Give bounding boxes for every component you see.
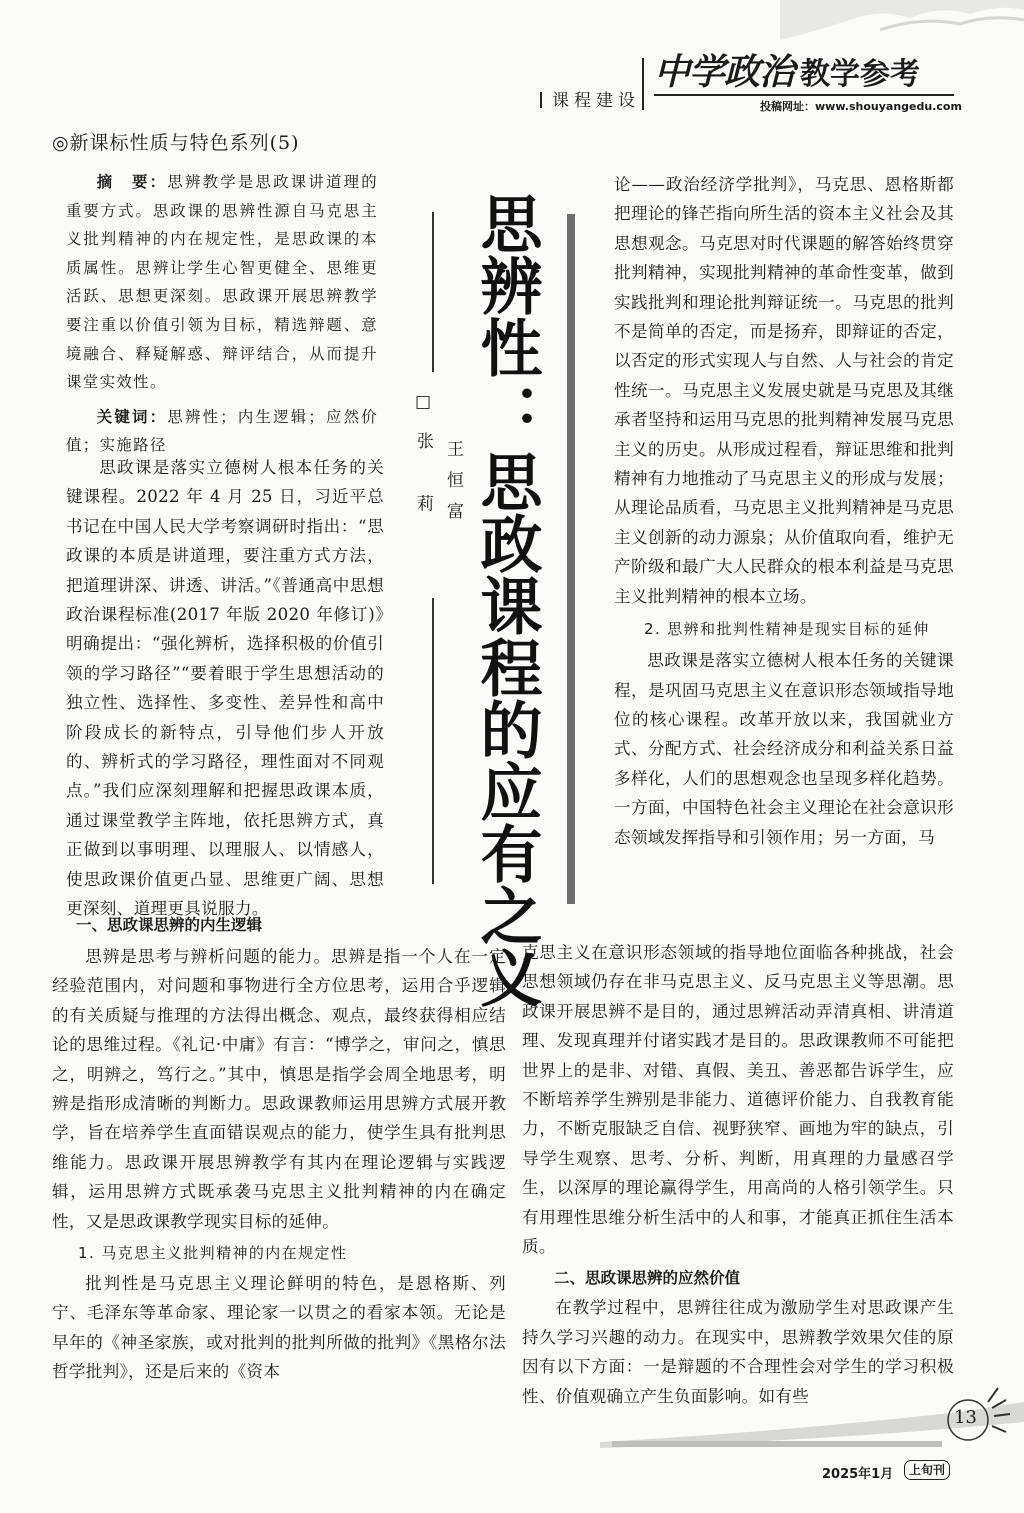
paragraph-2: 批判性是马克思主义理论鲜明的特色，是恩格斯、列宁、毛泽东等革命家、理论家一以贯之的看家本领。无论是早年的《神圣家族，或对批判的批判所做的批判》《黑格尔法哲学批判》，还是后来的《资本	[52, 1274, 506, 1382]
keywords-text: 思辨性；内生逻辑；应然价值；实施路径	[66, 407, 378, 455]
journal-logo	[654, 44, 920, 95]
footer-issue-badge	[904, 1460, 950, 1480]
logo-rest-text: 教学参考	[800, 57, 921, 92]
author-1	[404, 392, 436, 531]
footer-date: 2025年1月	[822, 1467, 894, 1482]
section-name: 课程建设	[552, 91, 640, 111]
intro-column	[66, 453, 384, 924]
heading-2: 二、思政课思辨的应然价值	[554, 1269, 741, 1288]
abstract-label: 摘 要：	[96, 173, 168, 191]
header	[0, 0, 1024, 125]
title-line-top	[432, 212, 434, 372]
footer-issue: 上旬刊	[909, 1463, 946, 1477]
paragraph-3-continued: 克思主义在意识形态领域的指导地位面临各种挑战，社会思想领域仍存在非马克思主义、反马克思主义等思潮。思政课开展思辨不是目的，通过思辨活动弄清真相、讲清道理、发现真理并付诸实践才是目的。思政课教师不可能把世界上的是非、对错、真假、美丑、善恶都告诉学生，应不断培养学生辨别是非能力、道德评价能力、自我教育能力，不断克服缺乏自信、视野狭窄、画地为牢的缺点，引导学生观察、思考、分析、判断，用真理的力量感召学生，以深厚的理论赢得学生，用高尚的人格引领学生。只有用理性思维分析生活中的人和事，才能真正抓住生活本质。	[522, 943, 954, 1257]
header-rule	[654, 94, 954, 96]
abstract-block	[66, 168, 378, 460]
author-block	[404, 382, 468, 592]
keywords	[66, 403, 378, 460]
paragraph-4: 在教学过程中，思辨往往成为激励学生对思政课产生持久学习兴趣的动力。在现实中，思辨教学效果欠佳的原因有以下方面：一是辩题的不合理性会对学生的学习积极性、价值观确立产生负面影响。如有些	[522, 1298, 954, 1406]
heading-1: 一、思政课思辨的内生逻辑	[76, 916, 263, 934]
subheading-1-2: 2. 思辨和批判性精神是现实目标的延伸	[644, 620, 930, 639]
header-vertical-divider	[642, 58, 644, 110]
paragraph-1: 思辨是思考与辨析问题的能力。思辨是指一个人在一定经验范围内，对问题和事物进行全方位思考，运用合乎逻辑的有关质疑与推理的方法得出概念、观点，最终获得相应结论的思维过程。《礼记·中庸》有言：“博学之，审问之，慎思之，明辨之，笃行之。”其中，慎思是指学会周全地思考，明辨是指形成清晰的判断力。思政课教师运用思辨方式展开教学，旨在培养学生直面错误观点的能力，使学生具有批判思维能力。思政课开展思辨教学有其内在理论逻辑与实践逻辑，运用思辨方式既承袭马克思主义批判精神的内在确定性，又是思政课教学现实目标的延伸。	[52, 947, 506, 1231]
abstract-text: 思辨教学是思政课讲道理的重要方式。思政课的思辨性源自马克思主义批判精神的内在规定性，是思政课的本质属性。思辨让学生心智更健全、思维更活跃、思想更深刻。思政课开展思辨教学要注重以价值引领为目标，精选辩题、意境融合、释疑解惑、辩评结合，从而提升课堂实效性。	[66, 173, 378, 392]
intro-paragraph: 思政课是落实立德树人根本任务的关键课程。2022 年 4 月 25 日，习近平总书记在中国人民大学考察调研时指出：“思政课的本质是讲道理，要注重方式方法，把道理讲深、讲透、讲活。”《普通高中思想政治课程标准(2017 年版 2020 年修订)》明确提出：“强化辨析，选择积极的价值引领的学习路径”“要着眼于学生思想活动的独立性、选择性、多变性、差异性和高中阶段成长的新特点，引导他们步人开放的、辨析式的学习路径，理性面对不同观点。”我们应深刻理解和把握思政课本质，通过课堂教学主阵地，依托思辨方式，真正做到以事明理、以理服人、以情感人，使思政课价值更凸显、思维更广阔、思想更深刻、道理更具说服力。	[66, 458, 384, 919]
title-main: 思辨性	[470, 192, 543, 378]
abstract	[66, 168, 378, 397]
author-1-name: 张 莉	[413, 432, 433, 532]
author-2: 王恒富	[443, 440, 463, 533]
submission-url: 投稿网址：www.shouyangedu.com	[760, 100, 962, 113]
right-column-lower	[522, 938, 954, 1411]
subheading-1-1: 1. 马克思主义批判精神的内在规定性	[78, 1244, 348, 1263]
paragraph-2-continued: 论——政治经济学批判》，马克思、恩格斯都把理论的锋芒指向所生活的资本主义社会及其思想观念。马克思对时代课题的解答始终贯穿批判精神，实现批判精神的革命性变革，做到实践批判和理论批判辩证统一。马克思的批判不是简单的否定，而是扬弃，即辩证的否定，以否定的形式实现人与自然、人与社会的肯定性统一。马克思主义发展史就是马克思及其继承者坚持和运用马克思的批判精神发展马克思主义的历史。从形成过程看，辩证思维和批判精神有力地推动了马克思主义的形成与发展；从理论品质看，马克思主义批判精神是马克思主义创新的动力源泉；从价值取向看，维护无产阶级和最广大人民群众的根本利益是马克思主义批判精神的根本立场。	[614, 175, 954, 606]
header-section-label	[540, 86, 640, 111]
title-line-bottom	[432, 598, 434, 884]
title-colon: ：	[470, 383, 543, 445]
left-column-lower	[52, 910, 506, 1387]
title-sub: 思政课程的应有之义	[470, 450, 543, 1008]
footer-bar	[612, 1441, 942, 1447]
keywords-label: 关键词：	[96, 407, 168, 426]
series-label: ◎新课标性质与特色系列(5)	[52, 132, 300, 154]
right-column	[614, 170, 954, 852]
article-title	[470, 192, 550, 1008]
page-number: 13	[954, 1407, 977, 1428]
author-mark: □	[413, 392, 433, 432]
logo-brush-text: 中学政治	[654, 52, 795, 93]
title-accent-bar	[567, 214, 575, 904]
paragraph-3: 思政课是落实立德树人根本任务的关键课程，是巩固马克思主义在意识形态领域指导地位的核心课程。改革开放以来，我国就业方式、分配方式、社会经济成分和利益关系日益多样化，人们的思想观念也呈现多样化趋势。一方面，中国特色社会主义理论在社会意识形态领域发挥指导和引领作用；另一方面，马	[614, 651, 954, 847]
